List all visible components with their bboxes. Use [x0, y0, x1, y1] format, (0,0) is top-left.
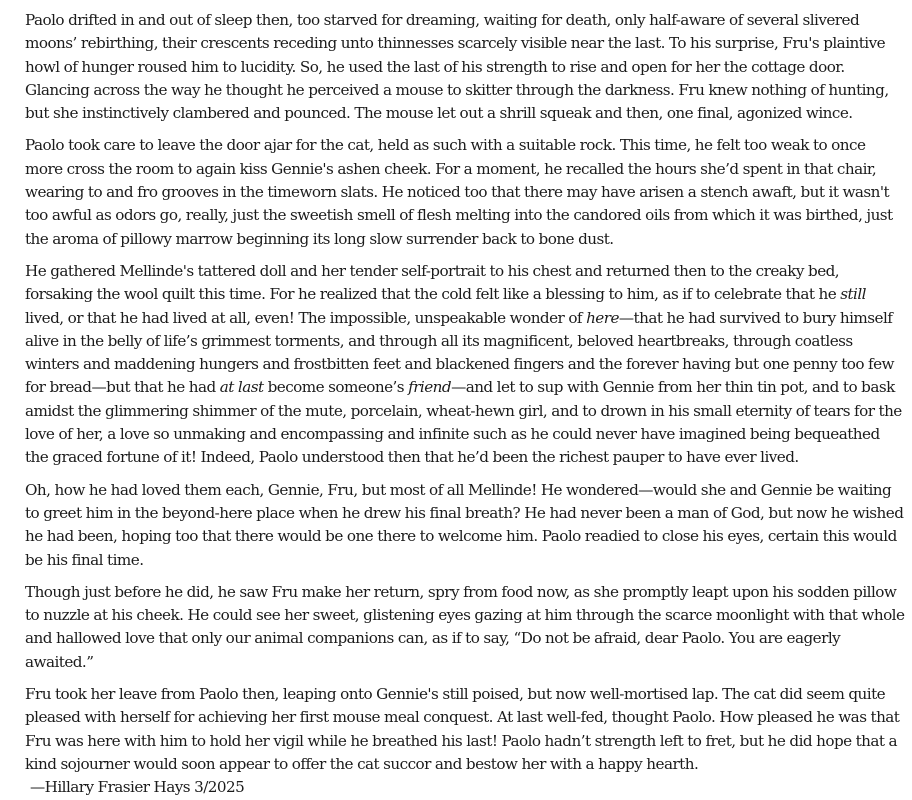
- paragraph-6: [25, 683, 905, 776]
- paragraph-3-text-b: lived, or that he had lived at all, even! The impossible, unspeakable wonder of: [25, 308, 587, 327]
- paragraph-5: [25, 581, 905, 674]
- paragraph-3-text-a: He gathered Mellinde's tattered doll and her tender self-portrait to his chest and returned then to the creaky bed, forsaking the wool quilt this time. For he realized that the cold felt like a blessing to him, as if to celebrate that he: [25, 261, 841, 304]
- paragraph-2: [25, 134, 905, 250]
- paragraph-4: [25, 479, 905, 572]
- paragraph-6-text: Fru took her leave from Paolo then, leaping onto Gennie's still poised, but now well-mortised lap. The cat did seem quite pleased with herself for achieving her first mouse meal conquest. At last well-fed, thought Paolo. How pleased he was that Fru was here with him to hold her vigil while he breathed his last! Paolo hadn’t strength left to fret, but he did hope that a kind sojourner would soon appear to offer the cat succor and bestow her with a happy hearth.: [25, 685, 900, 773]
- paragraph-3: [25, 260, 905, 470]
- author-signature: —Hillary Frasier Hays 3/2025: [30, 778, 245, 797]
- paragraph-4-text: Oh, how he had loved them each, Gennie, Fru, but most of all Mellinde! He wondered—would she and Gennie be waiting to greet him in the beyond-here place when he drew his final breath? He had never been a man of God, but now he wished he had been, hoping too that there would be one there to welcome him. Paolo readied to close his eyes, certain this would be his final time.: [25, 480, 904, 569]
- paragraph-1-text: Paolo drifted in and out of sleep then, too starved for dreaming, waiting for death, only half-aware of several slivered moons’ rebirthing, their crescents receding unto thinnesses scarcely visible near the last. To his surprise, Fru's plaintive howl of hunger roused him to lucidity. So, he used the last of his strength to rise and open for her the cottage door. Glancing across the way he thought he perceived a mouse to skitter through the darkness. Fru knew nothing of hunting, but she instinctively clambered and pounced. The mouse let out a shrill squeak and then, one final, agonized wince.: [25, 11, 889, 123]
- emphasis-friend: friend: [408, 378, 452, 397]
- paragraph-3-text-d: become someone’s: [263, 378, 409, 397]
- paragraph-3-text-c: —that he had survived to bury himself alive in the belly of life’s grimmest torments, and through all its magnificent, beloved heartbreaks, through coatless winters and maddening hungers and frostbitten feet and blackened fingers and the forever having but one penny too few for bread—but that he had: [25, 308, 894, 397]
- emphasis-at-last: at last: [219, 378, 264, 397]
- emphasis-still: still: [840, 285, 866, 304]
- paragraph-1: [25, 9, 905, 125]
- paragraph-3-text-e: —and let to sup with Gennie from her thin tin pot, and to bask amidst the glimmering shimmer of the mute, porcelain, wheat-hewn girl, and to drown in his small eternity of tears for the love of her, a love so unmaking and encompassing and infinite such as he could never have imagined being bequeathed the graced fortune of it! Indeed, Paolo understood then that he’d been the richest pauper to have ever lived.: [25, 378, 902, 467]
- story-document: [25, 9, 905, 800]
- emphasis-here: here: [586, 308, 619, 327]
- paragraph-2-text: Paolo took care to leave the door ajar for the cat, held as such with a suitable rock. This time, he felt too weak to once more cross the room to again kiss Gennie's ashen cheek. For a moment, he recalled the hours she’d spent in that chair, wearing to and fro grooves in the timeworn slats. He noticed too that there may have arisen a stench awaft, but it wasn't too awful as odors go, really, just the sweetish smell of flesh melting into the candored oils from which it was birthed, just the aroma of pillowy marrow beginning its long slow surrender back to bone dust.: [25, 136, 893, 248]
- paragraph-5-text: Though just before he did, he saw Fru make her return, spry from food now, as she promptly leapt upon his sodden pillow to nuzzle at his cheek. He could see her sweet, glistening eyes gazing at him through the scarce moonlight with that whole and hallowed love that only our animal companions can, as if to say, “Do not be afraid, dear Paolo. You are eagerly awaited.”: [25, 582, 905, 671]
